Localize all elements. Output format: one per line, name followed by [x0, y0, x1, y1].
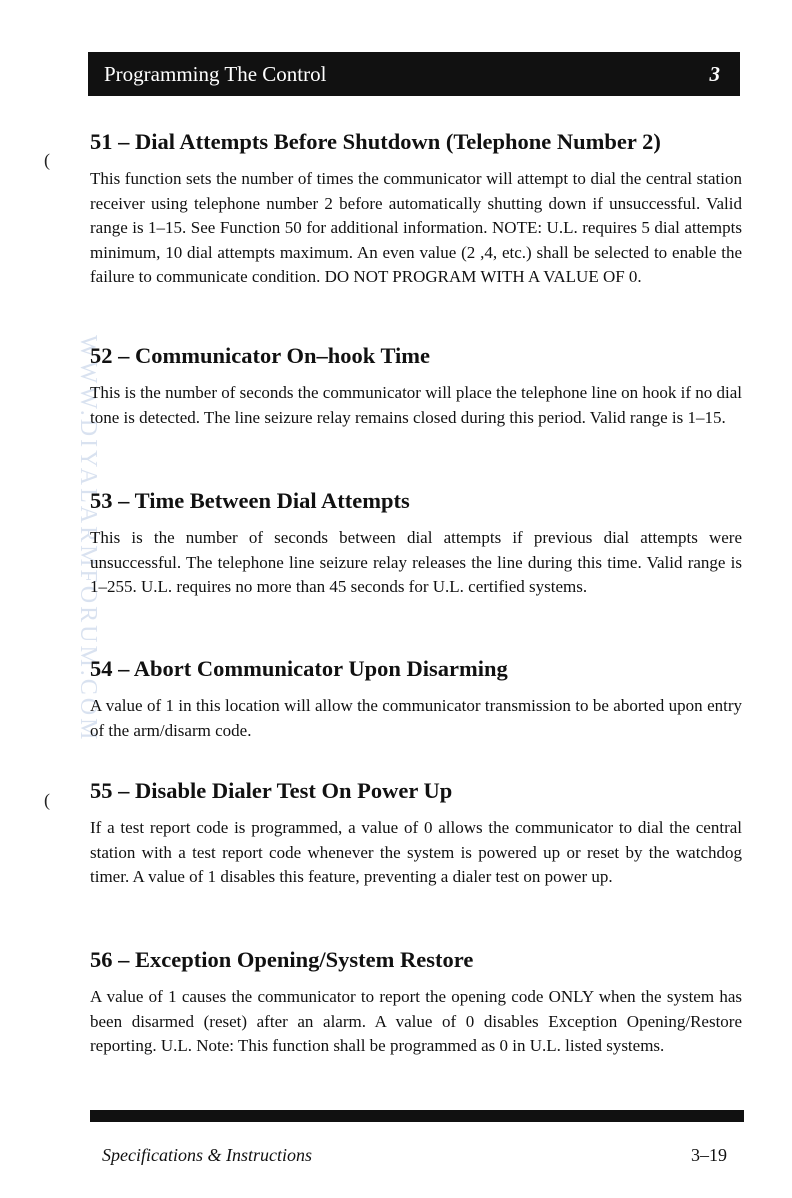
- section-heading: 51 – Dial Attempts Before Shutdown (Telephone Number 2): [90, 129, 661, 154]
- page-number: 3–19: [691, 1145, 727, 1165]
- section-heading: 52 – Communicator On–hook Time: [90, 343, 431, 368]
- header-bar: [88, 52, 740, 96]
- margin-mark: (: [44, 790, 50, 810]
- footer-rule: [90, 1110, 744, 1122]
- section-56: [90, 945, 742, 1059]
- section-body: This is the number of seconds between dial attempts if previous dial attempts were unsuccessful. The telephone line seizure relay releases the line during this time. Valid range is 1–255. U.L. requires no more than 45 seconds for U.L. certified systems.: [90, 528, 742, 596]
- footer-title: Specifications & Instructions: [102, 1145, 312, 1165]
- section-52: [90, 341, 742, 430]
- section-body: If a test report code is programmed, a value of 0 allows the communicator to dial the central station with a test report code whenever the system is powered up or reset by the watchdog timer. A value of 1 disables this feature, preventing a dialer test on power up.: [90, 818, 742, 886]
- section-body: A value of 1 in this location will allow the communicator transmission to be aborted upon entry of the arm/disarm code.: [90, 696, 742, 740]
- section-body: This is the number of seconds the communicator will place the telephone line on hook if no dial tone is detected. The line seizure relay remains closed during this period. Valid range is 1–15.: [90, 383, 742, 427]
- watermark-text: WWW.DIYALARMFORUM.COM: [75, 335, 101, 743]
- header-title: Programming The Control: [104, 61, 327, 86]
- section-54: [90, 654, 742, 743]
- section-heading: 56 – Exception Opening/System Restore: [90, 947, 474, 972]
- section-body: This function sets the number of times the communicator will attempt to dial the central station receiver using telephone number 2 before automatically shutting down if unsuccessful. Valid range is 1–15. See Function 50 for additional information. NOTE: U.L. requires 5 dial attempts minimum, 10 dial attempts maximum. An even value (2 ,4, etc.) shall be selected to enable the failure to communicate condition. DO NOT PROGRAM WITH A VALUE OF 0.: [90, 169, 742, 286]
- section-body: A value of 1 causes the communicator to report the opening code ONLY when the system has been disarmed (reset) after an alarm. A value of 0 disables Exception Opening/Restore reporting. U.L. Note: This function shall be programmed as 0 in U.L. listed systems.: [90, 987, 742, 1055]
- section-heading: 54 – Abort Communicator Upon Disarming: [90, 656, 508, 681]
- section-51: [90, 127, 742, 290]
- margin-mark: (: [44, 150, 50, 170]
- header-chapter-number: 3: [709, 61, 720, 86]
- section-heading: 53 – Time Between Dial Attempts: [90, 488, 410, 513]
- section-heading: 55 – Disable Dialer Test On Power Up: [90, 778, 453, 803]
- section-53: [90, 486, 742, 600]
- section-55: [90, 776, 742, 890]
